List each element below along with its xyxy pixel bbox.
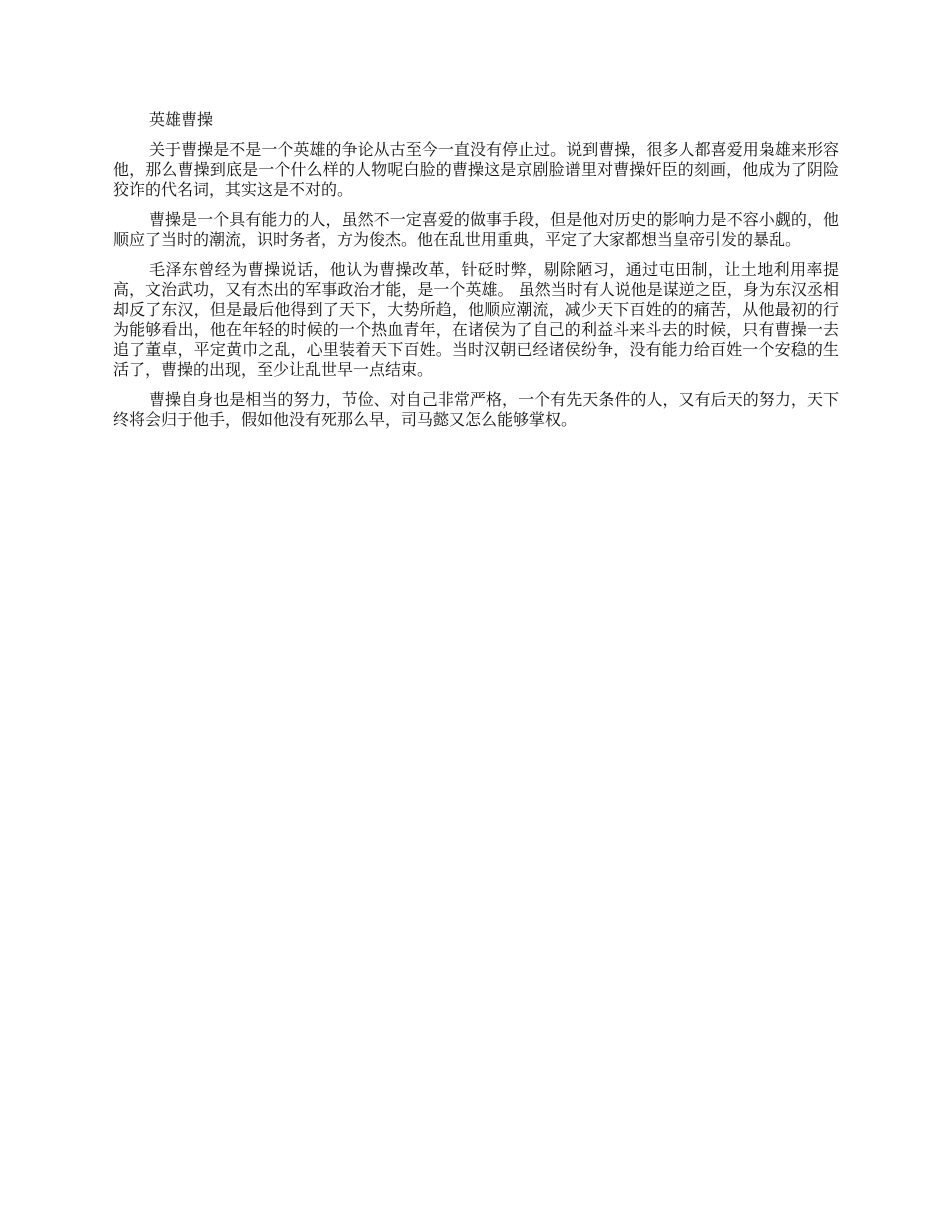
paragraph-1: 关于曹操是不是一个英雄的争论从古至今一直没有停止过。说到曹操，很多人都喜爱用枭雄来形容他，那么曹操到底是一个什么样的人物呢白脸的曹操这是京剧脸谱里对曹操奸臣的刻画，他成为了阴险狡诈的代名词，其实这是不对的。 — [113, 140, 839, 199]
document-title: 英雄曹操 — [149, 110, 214, 129]
document-page — [113, 110, 839, 440]
paragraph-3: 毛泽东曾经为曹操说话，他认为曹操改革，针砭时弊，剔除陋习，通过屯田制，让土地利用率提高，文治武功，又有杰出的军事政治才能，是一个英雄。 虽然当时有人说他是谋逆之臣，身为东汉丞相却反了东汉，但是最后他得到了天下，大势所趋，他顺应潮流，减少天下百姓的的痛苦，从他最初的行为能够看出，他在年轻的时候的一个热血青年，在诸侯为了自己的利益斗来斗去的时候，只有曹操一去追了董卓，平定黄巾之乱，心里装着天下百姓。当时汉朝已经诸侯纷争，没有能力给百姓一个安稳的生活了，曹操的出现，至少让乱世早一点结束。 — [113, 260, 839, 379]
paragraph-4: 曹操自身也是相当的努力，节俭、对自己非常严格，一个有先天条件的人，又有后天的努力，天下终将会归于他手，假如他没有死那么早，司马懿又怎么能够掌权。 — [113, 390, 839, 429]
paragraph-2: 曹操是一个具有能力的人，虽然不一定喜爱的做事手段，但是他对历史的影响力是不容小觑的，他顺应了当时的潮流，识时务者，方为俊杰。他在乱世用重典，平定了大家都想当皇帝引发的暴乱。 — [113, 210, 839, 249]
